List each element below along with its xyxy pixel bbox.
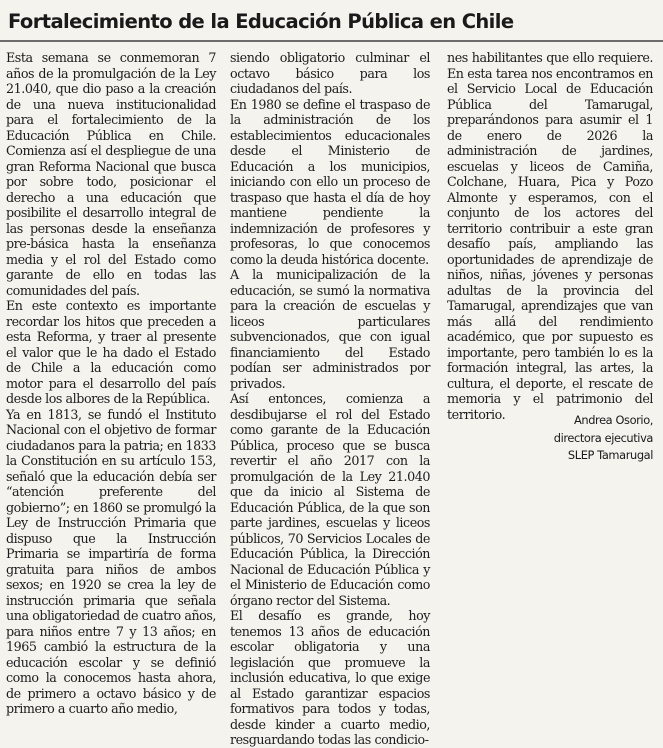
paragraph: A la municipalización de la educación, se sumó la normativa para la creación de escuelas y liceos particulares subvencionados, que con igual financiamiento del Estado podían ser administrados por privados. <box>230 267 430 391</box>
author-organization: SLEP Tamarugal <box>567 448 653 462</box>
paragraph: Ya en 1813, se fundó el Instituto Nacional con el objetivo de formar ciudadanos para la patria; en 1833 la Constitución en su artículo 153, señaló que la educación debía ser “atención preferente del gobierno”; en 1860 se promulgó la Ley de Instrucción Primaria que dispuso que la Instrucción Primaria se impartiría de forma gratuita para niños de ambos sexos; en 1920 se crea la ley de instrucción primaria que señala una obligatoriedad de cuatro años, para niños entre 7 y 13 años; en 1965 cambió la estructura de la educación escolar y se definió como la conocemos hasta ahora, de primero a octavo básico y de primero a cuarto año medio, <box>6 406 216 716</box>
headline-divider <box>0 40 663 42</box>
paragraph: Esta semana se conmemoran 7 años de la promulgación de la Ley 21.040, que dio paso a la creación de una nueva institucionalidad para el fortalecimiento de la Educación Pública en Chile. Comienza así el despliegue de una gran Reforma Nacional que busca por sobre todo, posicionar el derecho a una educación que posibilite el desarrollo integral de las personas desde la enseñanza pre-básica hasta la enseñanza media y el rol del Estado como garante de ello en todas las comunidades del país. <box>6 50 216 298</box>
author-name: Andrea Osorio, <box>574 413 653 427</box>
paragraph: Así entonces, comienza a desdibujarse el rol del Estado como garante de la Educación Pública, proceso que se busca revertir el año 2017 con la promulgación de la Ley 21.040 que da inicio al Sistema de Educación Pública, de la que son parte jardines, escuelas y liceos públicos, 70 Servicios Locales de Educación Pública, la Dirección Nacional de Educación Pública y el Ministerio de Educación como órgano rector del Sistema. <box>230 391 430 608</box>
article-column-3 <box>447 50 653 422</box>
paragraph: En este contexto es importante recordar los hitos que preceden a esta Reforma, y traer al presente el valor que le ha dado el Estado de Chile a la educación como motor para el desarrollo del país desde los albores de la República. <box>6 298 216 406</box>
author-title: directora ejecutiva <box>553 430 653 445</box>
article-column-2 <box>230 50 430 748</box>
paragraph: nes habilitantes que ello requiere. En esta tarea nos encontramos en el Servicio Local de Educación Pública del Tamarugal, preparándonos para asumir el 1 de enero de 2026 la administración de jardines, escuelas y liceos de Camiña, Colchane, Huara, Pica y Pozo Almonte y esperamos, con el conjunto de los actores del territorio contribuir a este gran desafío país, ampliando las oportunidades de aprendizaje de niños, niñas, jóvenes y personas adultas de la provincia del Tamarugal, aprendizajes que van más allá del rendimiento académico, que por supuesto es importante, pero también lo es la formación integral, las artes, la cultura, el deporte, el rescate de memoria y el patrimonio del territorio. <box>447 50 653 422</box>
article-headline: Fortalecimiento de la Educación Pública en Chile <box>8 10 514 33</box>
paragraph: En 1980 se define el traspaso de la administración de los establecimientos educacionales desde el Ministerio de Educación a los municipios, iniciando con ello un proceso de traspaso que hasta el día de hoy mantiene pendiente la indemnización de profesores y profesoras, lo que conocemos como la deuda histórica docente. <box>230 96 430 267</box>
paragraph: El desafío es grande, hoy tenemos 13 años de educación escolar obligatoria y una legislación que promueve la inclusión educativa, lo que exige al Estado garantizar espacios formativos para todos y todas, desde kinder a cuarto medio, resguardando todas las condicio- <box>230 608 430 747</box>
author-signature <box>554 412 653 465</box>
paragraph: siendo obligatorio culminar el octavo básico para los ciudadanos del país. <box>230 50 430 96</box>
article-column-1 <box>6 50 216 717</box>
